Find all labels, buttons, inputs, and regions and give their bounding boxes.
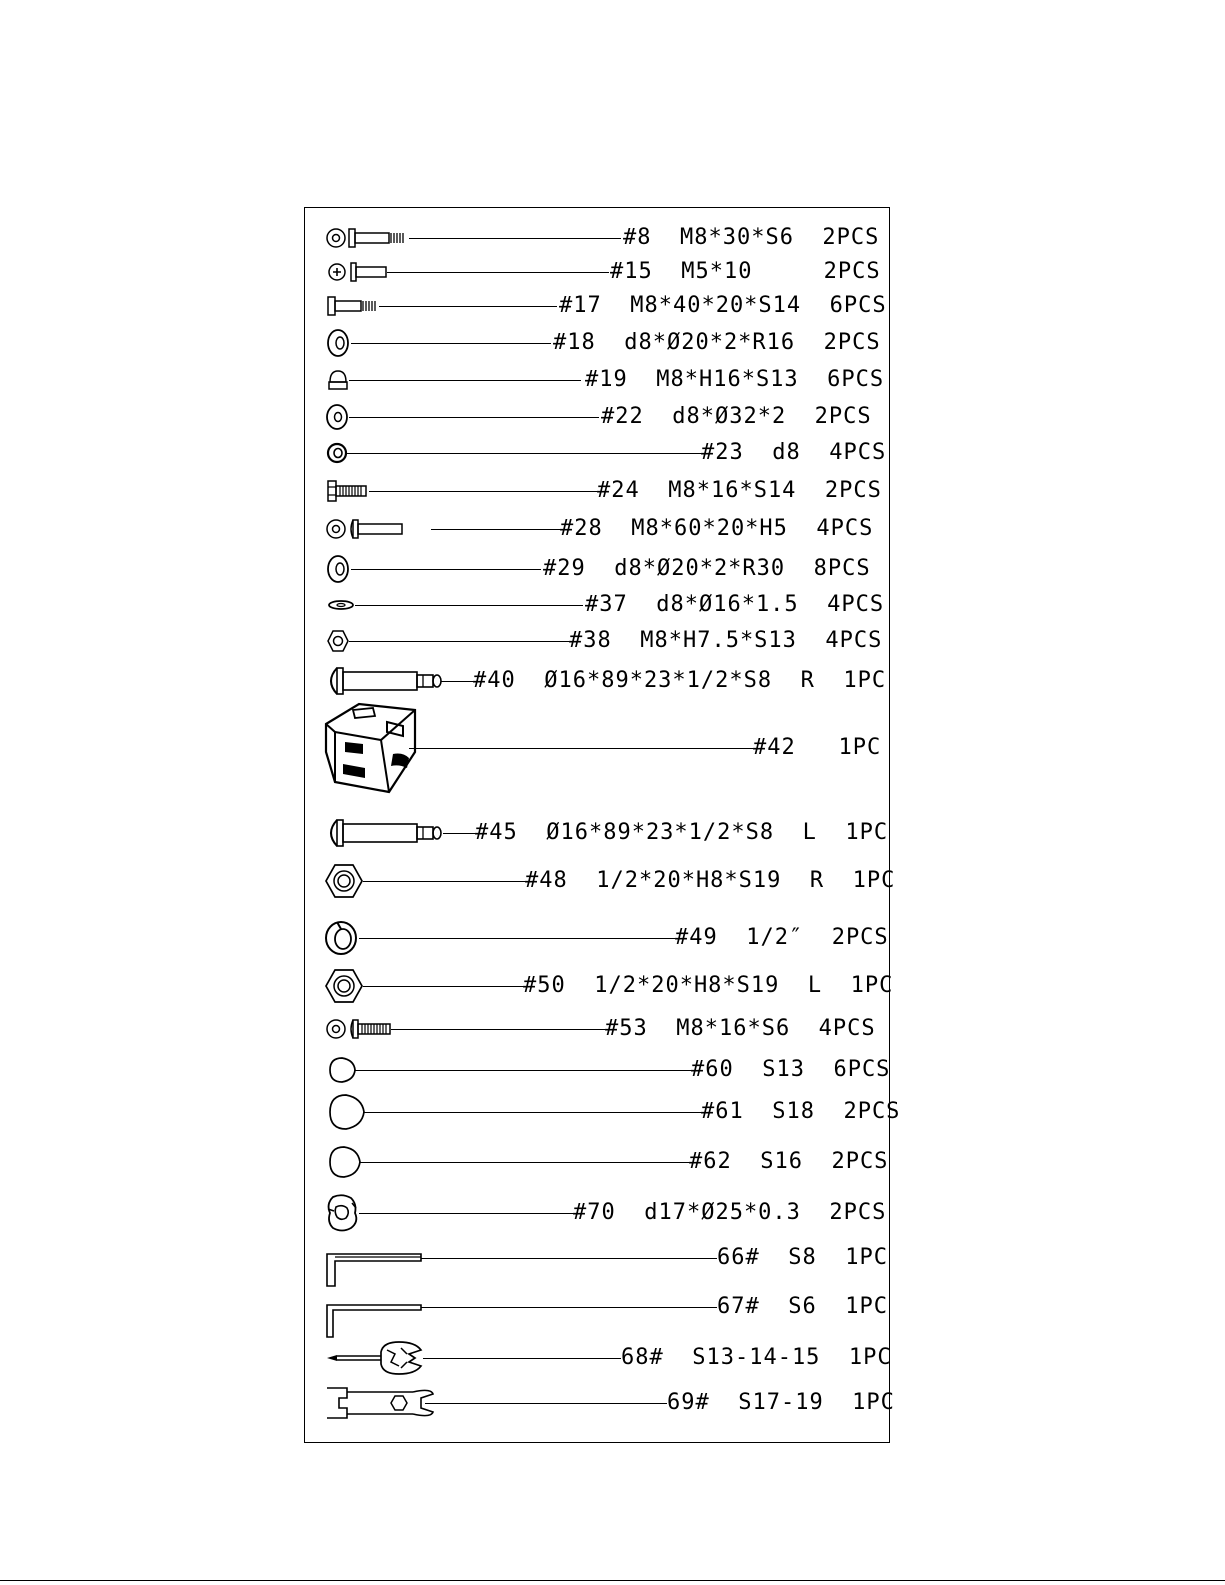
part-label: #50 1/2*20*H8*S19 L 1PC [523, 973, 894, 998]
curved-washer-icon [325, 554, 351, 584]
part-label: #61 S18 2PCS [701, 1099, 901, 1124]
large-hex-nut-icon [325, 969, 363, 1003]
hex-bolt-icon [327, 296, 383, 316]
part-label: 67# S6 1PC [717, 1294, 888, 1319]
axle-bolt-icon [325, 666, 453, 696]
pin-bolt-with-washer-icon [325, 518, 405, 540]
part-label: #15 M5*10 2PCS [610, 259, 881, 284]
part-label: #48 1/2*20*H8*S19 R 1PC [525, 868, 896, 893]
part-label: #22 d8*Ø32*2 2PCS [601, 404, 872, 429]
part-label: #53 M8*16*S6 4PCS [605, 1016, 876, 1041]
part-label: #60 S13 6PCS [691, 1057, 891, 1082]
curved-washer-icon [325, 328, 351, 358]
part-label: #18 d8*Ø20*2*R16 2PCS [553, 330, 881, 355]
end-cap-icon [327, 1056, 357, 1084]
shoulder-bolt-with-washer-icon [325, 227, 411, 249]
bracket-block-icon [323, 702, 419, 794]
phillips-screw-icon [327, 262, 389, 282]
part-label: #42 1PC [753, 735, 882, 760]
split-lock-washer-icon [323, 919, 359, 957]
wave-washer-icon [325, 1194, 359, 1232]
part-label: #70 d17*Ø25*0.3 2PCS [573, 1200, 887, 1225]
part-label: #29 d8*Ø20*2*R30 8PCS [543, 556, 871, 581]
acorn-nut-icon [327, 370, 349, 390]
part-label: #17 M8*40*20*S14 6PCS [559, 293, 887, 318]
part-label: 66# S8 1PC [717, 1245, 888, 1270]
multi-wrench-screwdriver-icon [325, 1340, 427, 1376]
part-label: #37 d8*Ø16*1.5 4PCS [585, 592, 885, 617]
axle-bolt-icon [325, 818, 453, 848]
part-label: #24 M8*16*S14 2PCS [597, 478, 882, 503]
end-cap-icon [327, 1145, 361, 1179]
part-label: #49 1/2″ 2PCS [675, 925, 889, 950]
large-hex-nut-icon [325, 864, 363, 898]
thin-washer-icon [327, 599, 355, 611]
hex-bolt-short-icon [327, 480, 371, 502]
allen-key-icon [325, 1252, 423, 1288]
part-label: 68# S13-14-15 1PC [621, 1345, 892, 1370]
threaded-bolt-with-washer-icon [325, 1018, 393, 1040]
part-label: #8 M8*30*S6 2PCS [623, 225, 880, 250]
part-label: #23 d8 4PCS [701, 440, 887, 465]
open-end-wrench-icon [325, 1386, 435, 1420]
page-bottom-rule [0, 1580, 1225, 1581]
part-label: 69# S17-19 1PC [667, 1390, 895, 1415]
part-label: #28 M8*60*20*H5 4PCS [560, 516, 874, 541]
part-label: #40 Ø16*89*23*1/2*S8 R 1PC [473, 668, 887, 693]
part-label: #38 M8*H7.5*S13 4PCS [569, 628, 883, 653]
part-label: #62 S16 2PCS [689, 1149, 889, 1174]
end-cap-icon [327, 1093, 365, 1131]
part-label: #19 M8*H16*S13 6PCS [585, 367, 885, 392]
spring-washer-icon [326, 442, 348, 464]
parts-list-frame [304, 207, 901, 1443]
flat-washer-icon [325, 404, 349, 430]
part-label: #45 Ø16*89*23*1/2*S8 L 1PC [475, 820, 889, 845]
allen-key-icon [325, 1303, 423, 1339]
hex-nut-icon [327, 630, 349, 652]
